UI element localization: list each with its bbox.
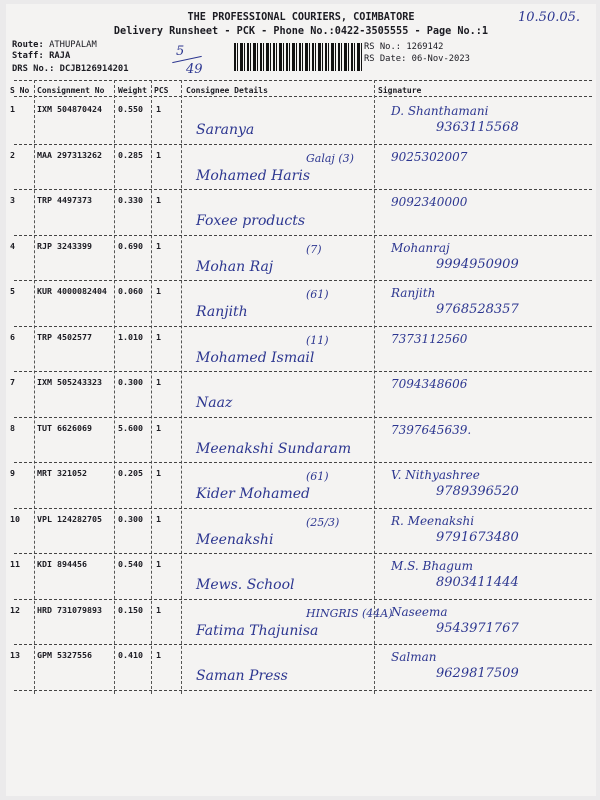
- row-pcs: 1: [156, 513, 161, 524]
- row-consignee: Foxee products: [196, 213, 306, 229]
- staff-line: Staff: RAJA: [12, 51, 71, 61]
- row-signature-phone: 9768528357: [436, 302, 519, 317]
- row-weight: 0.300: [118, 377, 143, 387]
- col-weight: Weight: [118, 86, 147, 95]
- row-consignee-note: (61): [306, 288, 329, 301]
- row-consignment-no: VPL 124282705: [37, 513, 102, 524]
- row-signature: M.S. Bhagum: [391, 559, 474, 573]
- row-sno: 12: [10, 604, 20, 615]
- row-rule: [14, 599, 592, 600]
- row-consignment-no: TRP 4497373: [37, 195, 92, 205]
- row-sno: 11: [10, 559, 20, 569]
- row-pcs: 1: [156, 240, 161, 251]
- row-rule: [14, 144, 592, 145]
- row-pcs: 1: [156, 104, 161, 114]
- row-signature: 9025302007: [391, 149, 468, 164]
- row-consignment-no: HRD 731079893: [37, 604, 102, 615]
- row-pcs: 1: [156, 468, 161, 478]
- count-note-top: 5: [176, 44, 185, 59]
- header-bottom-rule: [14, 96, 592, 97]
- row-consignee: Saman Press: [196, 668, 288, 684]
- drs-line: DRS No.: DCJB126914201: [12, 64, 129, 74]
- row-weight: 0.540: [118, 559, 143, 569]
- row-consignment-no: GPM 5327556: [37, 650, 92, 660]
- row-consignee: Mews. School: [196, 577, 295, 593]
- row-consignee-note: (61): [306, 470, 329, 483]
- row-consignee: Mohamed Haris: [196, 167, 311, 184]
- row-consignment-no: RJP 3243399: [37, 240, 92, 251]
- col-consignee: Consignee Details: [186, 86, 268, 95]
- row-signature: Salman: [391, 650, 437, 664]
- count-note-bottom: 49: [186, 62, 203, 77]
- row-sno: 13: [10, 650, 20, 660]
- row-consignment-no: MAA 297313262: [37, 149, 102, 160]
- row-consignment-no: TUT 6626069: [37, 422, 92, 433]
- row-sno: 7: [10, 377, 15, 387]
- rs-date-line: RS Date: 06-Nov-2023: [364, 54, 470, 64]
- row-consignee: Meenakshi: [196, 531, 274, 548]
- row-consignee: Ranjith: [196, 304, 248, 320]
- runsheet-subtitle: Delivery Runsheet - PCK - Phone No.:0422-3505555 - Page No.:1: [113, 26, 489, 37]
- col-consignment: Consignment No: [37, 86, 105, 95]
- col-divider: [34, 80, 35, 694]
- row-consignment-no: KDI 894456: [37, 559, 87, 569]
- row-signature-phone: 8903411444: [436, 575, 519, 590]
- col-sno: S No: [10, 86, 30, 95]
- row-signature: 9092340000: [391, 195, 468, 209]
- row-consignee-note: (25/3): [306, 515, 340, 529]
- row-rule: [14, 280, 592, 281]
- row-consignee: Naaz: [196, 395, 233, 411]
- row-sno: 2: [10, 149, 15, 160]
- row-sno: 6: [10, 331, 15, 342]
- row-signature-phone: 9994950909: [436, 256, 519, 272]
- row-signature: Ranjith: [391, 286, 436, 300]
- rs-no-line: RS No.: 1269142: [364, 42, 444, 52]
- row-weight: 0.550: [118, 104, 143, 114]
- row-pcs: 1: [156, 422, 161, 433]
- row-consignee: Saranya: [196, 122, 255, 138]
- row-rule: [14, 462, 592, 463]
- row-signature-phone: 9363115568: [436, 120, 519, 135]
- row-rule: [14, 371, 592, 372]
- row-weight: 0.410: [118, 650, 143, 660]
- row-signature: V. Nithyashree: [391, 468, 480, 482]
- row-weight: 0.690: [118, 240, 143, 251]
- company-title: THE PROFESSIONAL COURIERS, COIMBATORE: [187, 12, 415, 23]
- row-weight: 0.285: [118, 149, 143, 160]
- barcode: [234, 43, 364, 71]
- row-consignment-no: MRT 321052: [37, 468, 87, 478]
- row-consignment-no: IXM 505243323: [37, 377, 102, 387]
- row-pcs: 1: [156, 604, 161, 615]
- row-pcs: 1: [156, 559, 161, 569]
- row-consignee-note: (11): [306, 333, 329, 347]
- row-sno: 4: [10, 240, 15, 251]
- row-rule: [14, 189, 592, 190]
- row-signature-phone: 9543971767: [436, 620, 519, 636]
- row-weight: 1.010: [118, 331, 143, 342]
- row-rule: [14, 417, 592, 418]
- time-note: 10.50.05.: [518, 10, 581, 25]
- row-consignee-note: HINGRIS (44A): [306, 606, 393, 620]
- row-signature-phone: 9791673480: [436, 529, 519, 545]
- row-rule: [14, 644, 592, 645]
- row-weight: 0.330: [118, 195, 143, 205]
- row-consignment-no: KUR 4000082404: [37, 286, 107, 296]
- col-divider: [114, 80, 115, 694]
- row-consignee: Fatima Thajunisa: [196, 622, 319, 639]
- row-rule: [14, 235, 592, 236]
- col-signature: Signature: [378, 86, 422, 95]
- row-signature-phone: 9629817509: [436, 666, 519, 681]
- col-divider: [151, 80, 152, 694]
- row-consignee: Meenakshi Sundaram: [196, 440, 352, 457]
- col-divider: [181, 80, 182, 694]
- row-sno: 1: [10, 104, 15, 114]
- row-pcs: 1: [156, 377, 161, 387]
- row-rule: [14, 553, 592, 554]
- header-top-rule: [14, 80, 592, 81]
- row-rule: [14, 690, 592, 691]
- row-sno: 10: [10, 513, 20, 524]
- row-consignee-note: (7): [306, 242, 322, 256]
- row-consignment-no: TRP 4502577: [37, 331, 92, 342]
- row-signature: D. Shanthamani: [391, 104, 489, 118]
- row-weight: 0.205: [118, 468, 143, 478]
- row-weight: 0.150: [118, 604, 143, 615]
- row-signature: Naseema: [391, 604, 448, 619]
- runsheet-page: [6, 4, 596, 796]
- row-sno: 8: [10, 422, 15, 433]
- row-consignee: Mohan Raj: [196, 258, 274, 275]
- row-pcs: 1: [156, 286, 161, 296]
- row-pcs: 1: [156, 650, 161, 660]
- row-consignee-note: Galaj (3): [306, 151, 354, 165]
- row-sno: 3: [10, 195, 15, 205]
- row-pcs: 1: [156, 331, 161, 342]
- row-consignee: Kider Mohamed: [196, 486, 310, 502]
- row-signature: 7373112560: [391, 331, 468, 346]
- row-weight: 5.600: [118, 422, 143, 433]
- row-signature: R. Meenakshi: [391, 513, 475, 528]
- col-divider: [374, 80, 375, 694]
- row-consignee: Mohamed Ismail: [196, 349, 315, 366]
- row-sno: 5: [10, 286, 15, 296]
- row-signature: Mohanraj: [391, 240, 450, 255]
- row-signature-phone: 9789396520: [436, 484, 519, 499]
- row-rule: [14, 326, 592, 327]
- row-weight: 0.300: [118, 513, 143, 524]
- row-sno: 9: [10, 468, 15, 478]
- row-signature: 7397645639.: [391, 422, 472, 437]
- row-rule: [14, 508, 592, 509]
- row-pcs: 1: [156, 195, 161, 205]
- col-pcs: PCS: [154, 86, 169, 95]
- row-pcs: 1: [156, 149, 161, 160]
- row-consignment-no: IXM 504870424: [37, 104, 102, 114]
- row-weight: 0.060: [118, 286, 143, 296]
- row-signature: 7094348606: [391, 377, 468, 391]
- route-line: Route: ATHUPALAM: [12, 40, 97, 50]
